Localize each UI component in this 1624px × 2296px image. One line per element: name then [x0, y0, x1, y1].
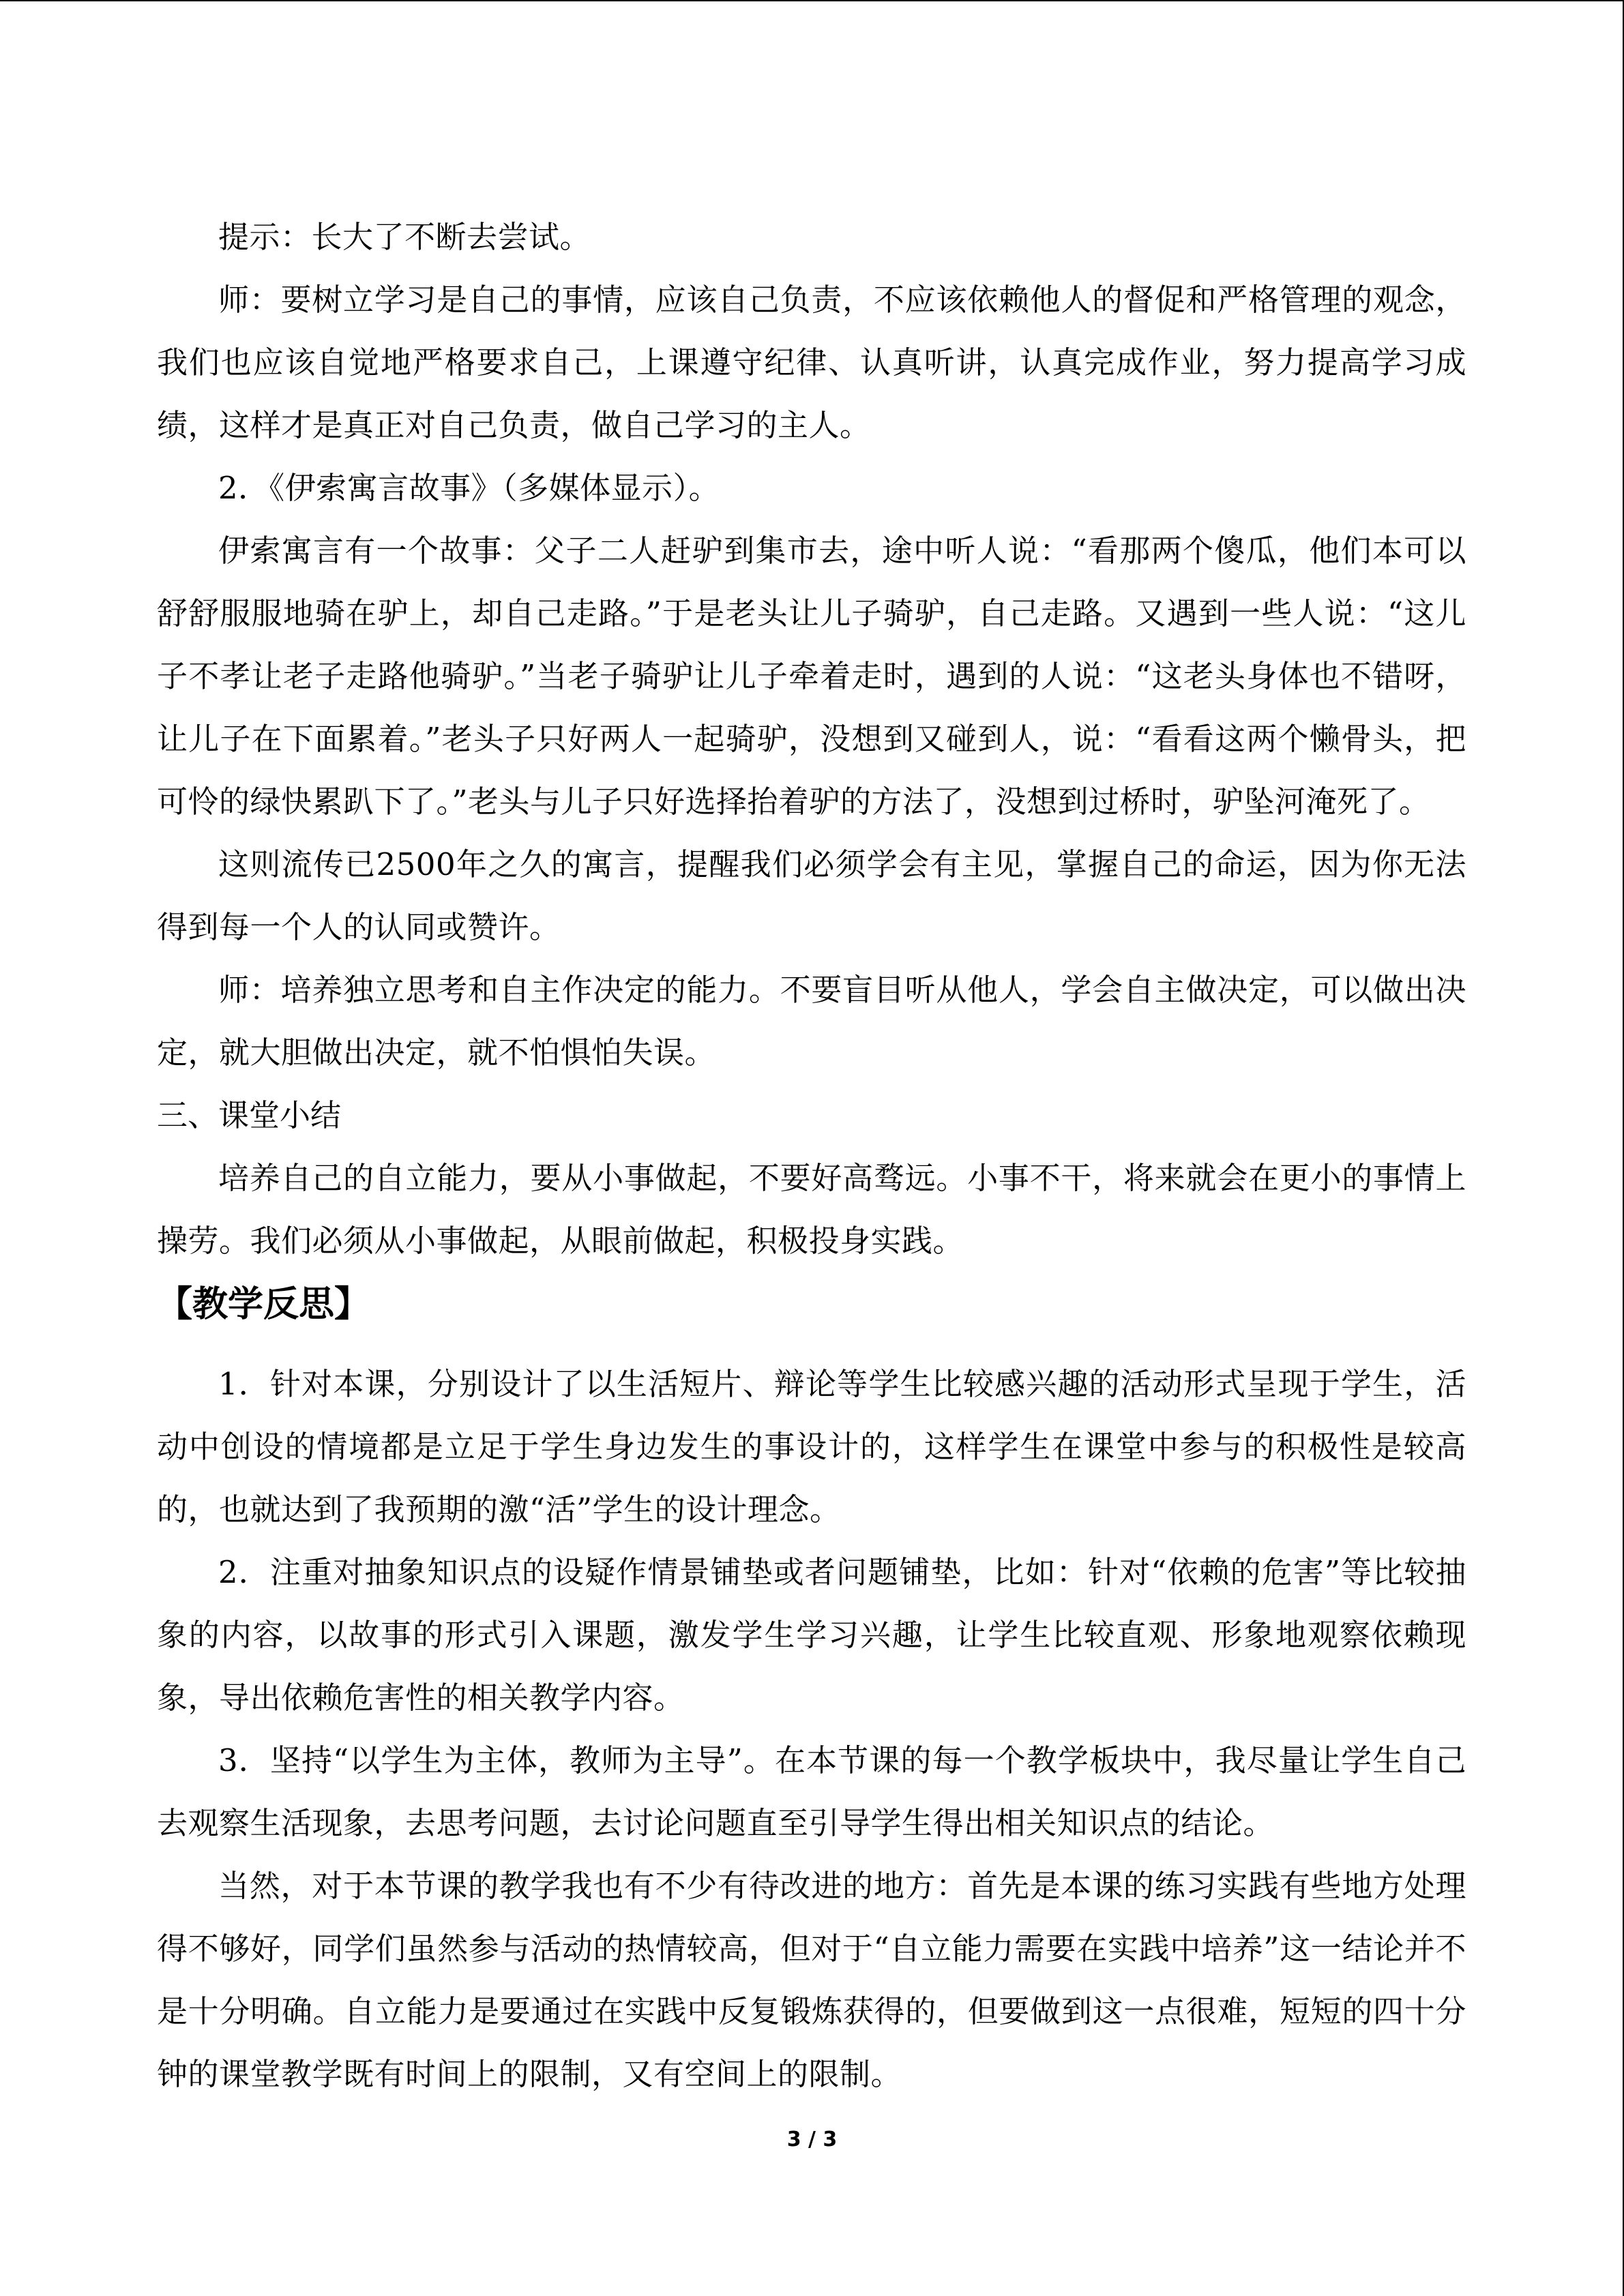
reflection-item-1: 1．针对本课，分别设计了以生活短片、辩论等学生比较感兴趣的活动形式呈现于学生，活动中创设的情境都是立足于学生身边发生的事设计的，这样学生在课堂中参与的积极性是较高的，也就达到了我预期的激“活”学生的设计理念。	[157, 1366, 1466, 1527]
paragraph-aesop-title: 2．《伊索寓言故事》（多媒体显示）。	[218, 470, 720, 506]
paragraph-fable-lesson: 这则流传已2500年之久的寓言，提醒我们必须学会有主见，掌握自己的命运，因为你无法得到每一个人的认同或赞许。	[157, 846, 1466, 945]
paragraph-teacher-responsibility: 师：要树立学习是自己的事情，应该自己负责，不应该依赖他人的督促和严格管理的观念，我们也应该自觉地严格要求自己，上课遵守纪律、认真听讲，认真完成作业，努力提高学习成绩，这样才是真正对自己负责，做自己学习的主人。	[157, 282, 1466, 443]
paragraph-summary: 培养自己的自立能力，要从小事做起，不要好高骛远。小事不干，将来就会在更小的事情上操劳。我们必须从小事做起，从眼前做起，积极投身实践。	[157, 1160, 1466, 1259]
reflection-item-2: 2．注重对抽象知识点的设疑作情景铺垫或者问题铺垫，比如：针对“依赖的危害”等比较抽象的内容，以故事的形式引入课题，激发学生学习兴趣，让学生比较直观、形象地观察依赖现象，导出依赖危害性的相关教学内容。	[157, 1554, 1466, 1716]
reflection-title: 【教学反思】	[157, 1284, 370, 1325]
paragraph-hint: 提示：长大了不断去尝试。	[218, 219, 591, 255]
page-number: 3 / 3	[786, 2128, 838, 2151]
reflection-item-3: 3．坚持“以学生为主体，教师为主导”。在本节课的每一个教学板块中，我尽量让学生自己去观察生活现象，去思考问题，去讨论问题直至引导学生得出相关知识点的结论。	[157, 1742, 1466, 1841]
section-heading-summary: 三、课堂小结	[157, 1097, 342, 1133]
reflection-improvement: 当然，对于本节课的教学我也有不少有待改进的地方：首先是本课的练习实践有些地方处理得不够好，同学们虽然参与活动的热情较高，但对于“自立能力需要在实践中培养”这一结论并不是十分明确。自立能力是要通过在实践中反复锻炼获得的，但要做到这一点很难，短短的四十分钟的课堂教学既有时间上的限制，又有空间上的限制。	[157, 1868, 1466, 2092]
page-content	[157, 206, 1466, 2106]
paragraph-aesop-story: 伊索寓言有一个故事：父子二人赶驴到集市去，途中听人说：“看那两个傻瓜，他们本可以舒舒服服地骑在驴上，却自己走路。”于是老头让儿子骑驴，自己走路。又遇到一些人说：“这儿子不孝让老子走路他骑驴。”当老子骑驴让儿子牵着走时，遇到的人说：“这老头身体也不错呀，让儿子在下面累着。”老头子只好两人一起骑驴，没想到又碰到人，说：“看看这两个懒骨头，把可怜的绿快累趴下了。”老头与儿子只好选择抬着驴的方法了，没想到过桥时，驴坠河淹死了。	[157, 533, 1466, 820]
paragraph-teacher-independence: 师：培养独立思考和自主作决定的能力。不要盲目听从他人，学会自主做决定，可以做出决定，就大胆做出决定，就不怕惧怕失误。	[157, 972, 1466, 1071]
